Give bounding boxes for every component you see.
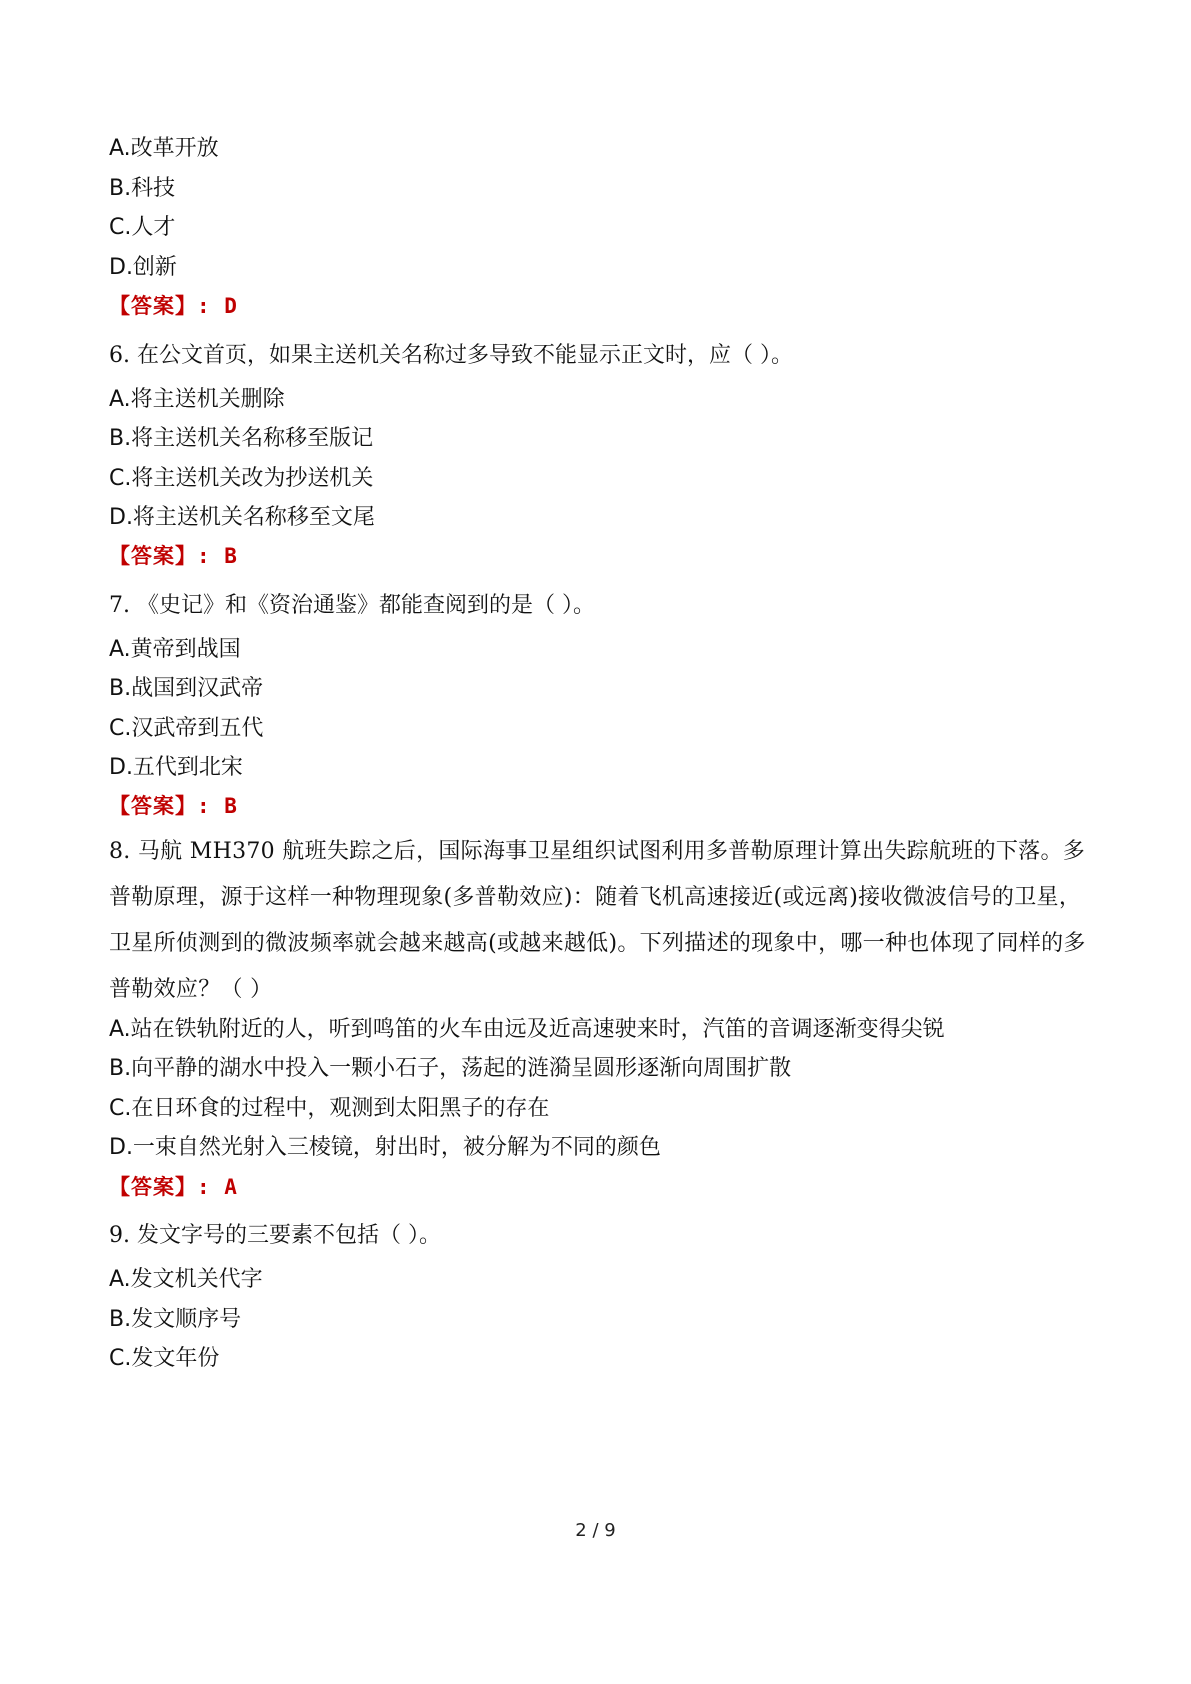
q7-option-d: D.五代到北宋: [109, 755, 243, 780]
q5-option-d: D.创新: [109, 255, 177, 280]
q6-answer: 【答案】: B: [109, 544, 238, 568]
q5-option-a: A.改革开放: [109, 136, 219, 161]
q7-question: 7. 《史记》和《资治通鉴》都能查阅到的是（ ）。: [109, 593, 595, 618]
q6-option-c: C.将主送机关改为抄送机关: [109, 466, 374, 491]
q6-option-a: A.将主送机关删除: [109, 387, 285, 412]
q7-option-a: A.黄帝到战国: [109, 637, 241, 662]
q8-option-c: C.在日环食的过程中，观测到太阳黑子的存在: [109, 1096, 550, 1121]
q5-option-c: C.人才: [109, 215, 176, 240]
q8-question: 8. 马航 MH370 航班失踪之后，国际海事卫星组织试图利用多普勒原理计算出失踪航班的下落。多普勒原理，源于这样一种物理现象(多普勒效应)：随着飞机高速接近(或远离)接收微波信号的卫星，卫星所侦测到的微波频率就会越来越高(或越来越低)。下列描述的现象中，哪一种也体现了同样的多普勒效应？（ ）: [109, 839, 1086, 1002]
q8-option-d: D.一束自然光射入三棱镜，射出时，被分解为不同的颜色: [109, 1135, 661, 1160]
page-number: 2 / 9: [575, 1520, 616, 1541]
q6-option-d: D.将主送机关名称移至文尾: [109, 505, 375, 530]
q9-option-a: A.发文机关代字: [109, 1267, 263, 1292]
q6-question: 6. 在公文首页，如果主送机关名称过多导致不能显示正文时，应（ ）。: [109, 343, 793, 368]
q6-option-b: B.将主送机关名称移至版记: [109, 426, 374, 451]
q7-option-c: C.汉武帝到五代: [109, 716, 264, 741]
q8-answer: 【答案】: A: [109, 1175, 238, 1199]
q7-answer: 【答案】: B: [109, 794, 238, 818]
q8-option-b: B.向平静的湖水中投入一颗小石子，荡起的涟漪呈圆形逐渐向周围扩散: [109, 1056, 792, 1081]
q5-option-b: B.科技: [109, 176, 176, 201]
q5-answer: 【答案】: D: [109, 294, 238, 318]
q8-option-a: A.站在铁轨附近的人，听到鸣笛的火车由远及近高速驶来时，汽笛的音调逐渐变得尖锐: [109, 1017, 945, 1042]
q7-option-b: B.战国到汉武帝: [109, 676, 264, 701]
q9-question: 9. 发文字号的三要素不包括（ ）。: [109, 1223, 441, 1248]
q9-option-c: C.发文年份: [109, 1346, 220, 1371]
q9-option-b: B.发文顺序号: [109, 1307, 242, 1332]
